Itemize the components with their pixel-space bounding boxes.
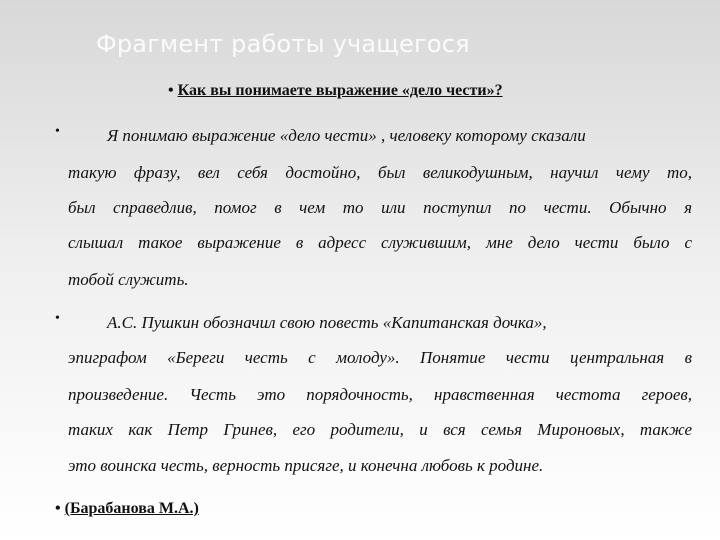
bullet: • [55, 124, 60, 139]
paragraph-line: А.С. Пушкин обозначил свою повесть «Капитанская дочка», [107, 313, 547, 332]
bullet: • [168, 82, 174, 99]
author-name: (Барабанова М.А.) [64, 500, 199, 517]
paragraph-line: Я понимаю выражение «дело чести» , человеку которому сказали [107, 126, 586, 145]
paragraph-line: эпиграфом «Береги честь с молоду». Понятие чести центральная в [68, 348, 692, 367]
bullet: • [55, 500, 61, 517]
paragraph-line: тобой служить. [68, 270, 189, 289]
paragraph-line: таких как Петр Гринев, его родители, и вся семья Мироновых, также [68, 420, 692, 439]
question-text: Как вы понимаете выражение «дело чести»? [177, 82, 503, 99]
bullet: • [55, 311, 60, 326]
question-heading [168, 82, 503, 100]
author-credit [55, 500, 199, 518]
paragraph-line: был справедлив, помог в чем то или поступил по чести. Обычно я [68, 198, 692, 217]
paragraph-line: произведение. Честь это порядочность, нравственная честота героев, [68, 385, 692, 404]
paragraph-line: такую фразу, вел себя достойно, был великодушным, научил чему то, [68, 163, 692, 182]
slide-title: Фрагмент работы учащегося [96, 30, 470, 58]
paragraph-line: слышал такое выражение в адресс служившим, мне дело чести было с [68, 233, 692, 252]
paragraph-line: это воинска честь, верность присяге, и конечна любовь к родине. [68, 456, 544, 475]
